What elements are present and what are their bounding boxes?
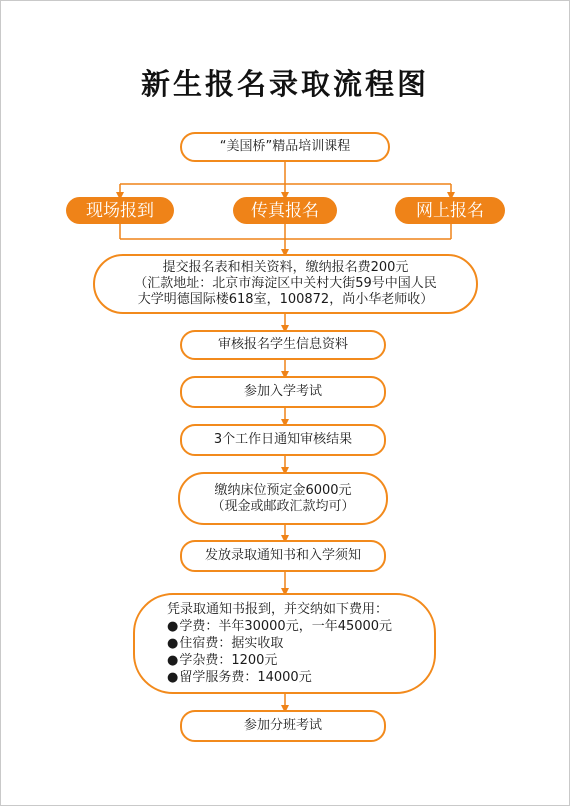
deposit-line-1: 缴纳床位预定金6000元 — [214, 482, 352, 498]
review-node — [180, 330, 386, 360]
fees-item-housing: ● 住宿费：据实收取 — [167, 635, 283, 652]
method-label-online: 网上报名 — [416, 200, 484, 221]
fees-intro: 凭录取通知书报到，并交纳如下费用： — [167, 602, 389, 617]
method-node-fax — [233, 197, 337, 224]
method-label-onsite: 现场报到 — [86, 200, 154, 221]
fees-item-misc: ● 学杂费：1200元 — [167, 652, 277, 669]
page-title: 新生报名录取流程图 — [140, 67, 429, 101]
admission-label: 发放录取通知书和入学须知 — [204, 548, 361, 563]
exam-label: 参加入学考试 — [243, 384, 322, 399]
deposit-node — [178, 472, 388, 525]
notify-label: 3个工作日通知审核结果 — [213, 432, 353, 447]
fees-item-tuition: ● 学费：半年30000元，一年45000元 — [167, 618, 392, 635]
exam-node — [180, 376, 386, 408]
submit-line-3: 大学明德国际楼618室，100872，尚小华老师收） — [137, 292, 434, 307]
submit-line-1: 提交报名表和相关资料，缴纳报名费200元 — [162, 260, 409, 275]
method-label-fax: 传真报名 — [251, 200, 319, 221]
placement-node — [180, 710, 386, 742]
review-label: 审核报名学生信息资料 — [217, 337, 348, 352]
submit-line-2: （汇款地址：北京市海淀区中关村大街59号中国人民 — [134, 276, 437, 291]
notify-node — [180, 424, 386, 456]
course-label: “美国桥”精品培训课程 — [219, 139, 351, 154]
submit-node — [93, 254, 478, 314]
method-node-onsite — [66, 197, 174, 224]
deposit-line-2: （现金或邮政汇款均可） — [211, 498, 355, 514]
fees-node — [133, 593, 436, 694]
placement-label: 参加分班考试 — [243, 718, 322, 733]
admission-node — [180, 540, 386, 572]
method-node-online — [395, 197, 505, 224]
course-node — [180, 132, 390, 162]
fees-item-service: ● 留学服务费：14000元 — [167, 669, 312, 686]
